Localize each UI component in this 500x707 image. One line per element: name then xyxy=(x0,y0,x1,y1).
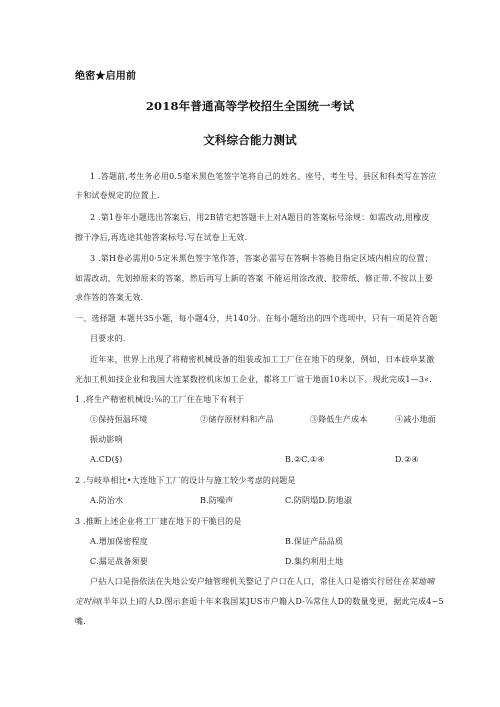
instruction-1-line-2: 卡和试卷规定的位置上. xyxy=(75,191,160,200)
question-3-option-b: B.保证产品品质 xyxy=(285,537,344,546)
secret-label: 绝密★启用前 xyxy=(75,71,137,82)
question-1-stem: 1 .将生产精密机械设:⅛的工厂住在地下有利于 xyxy=(75,395,245,404)
question-2-stem: 2 .与岐阜相比•大连地下工厂的设计与施工较少考虑的问题是 xyxy=(75,476,296,485)
instruction-3-line-3: 求作答的答案无效. xyxy=(75,293,144,302)
passage-2-line-2-italic: 定时间 xyxy=(75,597,100,606)
question-1-statement-4-cont: 振动影响 xyxy=(90,435,123,444)
question-3-option-d: D.集约利用土地 xyxy=(285,557,344,566)
section-1-heading-line-2: 目要求的. xyxy=(90,334,126,343)
question-3-stem: 3 .推断上述企业将工厂建在地下的干脆目的是 xyxy=(75,517,242,526)
passage-2-line-1-text: 户拈人口是指依法在失地公安户轴管理机关整记了户口在人口，常住人口是禧实行居住 xyxy=(90,577,402,586)
question-1-statement-3: ③降低生产成本 xyxy=(310,415,368,424)
question-3-option-a: A.增加保密程度 xyxy=(90,537,148,546)
question-1-option-b-c: B.②C.①④ xyxy=(285,455,325,464)
passage-1-line-2: 光加工机如技企业和我国大连某数控机床加工企业，都将工厂谊于地面10米以下。现此完成1—3«. xyxy=(75,375,432,384)
question-2-option-a: A.防治水 xyxy=(90,496,124,505)
passage-2-line-1-italic: 在某地喃 xyxy=(401,577,435,586)
question-2-option-c-d: C.防阴塌D.防地淑 xyxy=(285,496,353,505)
question-3-option-c: C.漏足战备须要 xyxy=(90,557,148,566)
question-1-statement-4: ④减小地面 xyxy=(395,415,436,424)
question-2-option-b: B.防噪声 xyxy=(200,496,234,505)
instruction-2-line-1: 2 .第1卷年小题选出答案后，用2B错宅把答题卡上对A题目的答案标号涂规：如需改动,用橡皮 xyxy=(90,213,430,222)
instruction-3-line-2: 如需改动，先划掉原来的答案，然后再写上新的答案 不能运用涂改液、胶带纸、修正带.不按以上要 xyxy=(75,274,434,283)
instruction-2-line-2: 擦干净后,再选途其他答案标号.写在试卷上无效. xyxy=(75,233,248,242)
question-1-statement-1: ①保持恒温环境 xyxy=(90,415,148,424)
passage-2-line-2 xyxy=(75,596,444,607)
exam-title: 2018年普通高等学校招生全国统一考试 xyxy=(145,99,355,113)
passage-2-line-3: 嘴. xyxy=(75,617,86,626)
exam-subtitle: 文科综合能力测试 xyxy=(203,133,297,147)
section-1-heading-line-1: 一、选择题 本题共35小题，每小题4分，共140分。在每小题给出的四个选项中，只有一项是符合题 xyxy=(75,314,438,323)
passage-2-line-1 xyxy=(90,576,434,587)
question-1-option-a: A.CD(§) xyxy=(90,455,123,464)
question-1-option-d: D.②④ xyxy=(395,455,419,464)
question-1-statement-2: ②储存原材料和产品 xyxy=(200,415,274,424)
passage-1-line-1: 近年来，世界上出现了将精密机械设备的组装或加工工厂住在地下的现象，例如，日本歧阜某激 xyxy=(90,355,435,364)
passage-2-line-2-text: (半年以上)的人D.图示套逅十年来我国某JUS市户籍入D-⅞常住人D的数量变更，据此完成4~5 xyxy=(99,597,444,606)
instruction-1-line-1: 1 .答题前,考生务必用0.5毫米黑色笔签字笔将自己的姓名、座号、考生号、县区和科类写在答应 xyxy=(90,172,437,181)
instruction-3-line-1: 3 .第H卷必需用0·5定米黑色签字笔作答，答案必需写在答啊卡答桅目指定区域内相应的位置； xyxy=(90,254,433,263)
